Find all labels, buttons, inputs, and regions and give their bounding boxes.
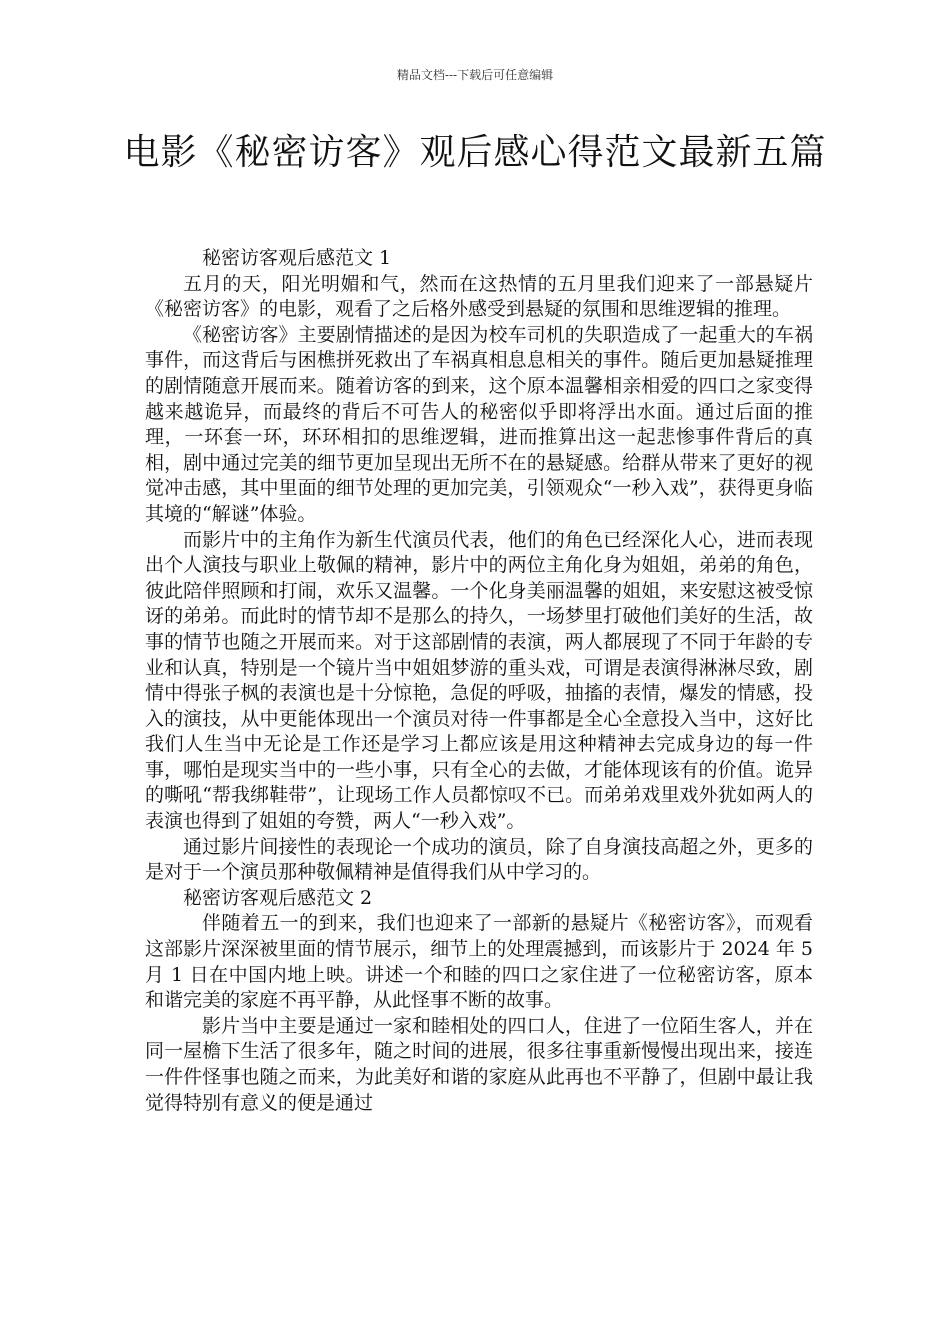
paragraph: 伴随着五一的到来，我们也迎来了一部新的悬疑片《秘密访客》，而观看这部影片深深被里面的情节展示，细节上的处理震撼到，而该影片于 2024 年 5 月 1 日在中国内地上映。讲述一个和睦的四口之家住进了一位秘密访客，原本和谐完美的家庭不再平静，从此怪事不断的故事。 xyxy=(145,912,813,1012)
paragraph: 五月的天，阳光明媚和气，然而在这热情的五月里我们迎来了一部悬疑片《秘密访客》的电影，观看了之后格外感受到悬疑的氛围和思维逻辑的推理。 xyxy=(145,272,813,321)
section-heading-1: 秘密访客观后感范文 1 xyxy=(202,247,392,269)
section-heading-2: 秘密访客观后感范文 2 xyxy=(183,886,373,909)
paragraph: 影片当中主要是通过一家和睦相处的四口人，住进了一位陌生客人，并在同一屋檐下生活了很多年，随之时间的进展，很多往事重新慢慢出现出来，接连一件件怪事也随之而来，为此美好和谐的家庭从此再也不平静了，但剧中最让我觉得特别有意义的便是通过 xyxy=(145,1014,813,1114)
document-body xyxy=(145,246,813,1116)
document-title: 电影《秘密访客》观后感心得范文最新五篇 xyxy=(123,132,827,173)
page-header: 精品文档---下载后可任意编辑 xyxy=(396,68,554,82)
paragraph: 而影片中的主角作为新生代演员代表，他们的角色已经深化人心，进而表现出个人演技与职业上敬佩的精神，影片中的两位主角化身为姐姐，弟弟的角色，彼此陪伴照顾和打闹，欢乐又温馨。一个化身美丽温馨的姐姐，来安慰这被受惊讶的弟弟。而此时的情节却不是那么的持久，一场梦里打破他们美好的生活，故事的情节也随之开展而来。对于这部剧情的表演，两人都展现了不同于年龄的专业和认真，特别是一个镜片当中姐姐梦游的重头戏，可谓是表演得淋淋尽致，剧情中得张子枫的表演也是十分惊艳，急促的呼吸，抽搐的表情，爆发的情感，投入的演技，从中更能体现出一个演员对待一件事都是全心全意投入当中，这好比我们人生当中无论是工作还是学习上都应该是用这种精神去完成身边的每一件事，哪怕是现实当中的一些小事，只有全心的去做，才能体现该有的价值。诡异的嘶吼“帮我绑鞋带”，让现场工作人员都惊叹不已。而弟弟戏里戏外犹如两人的表演也得到了姐姐的夸赞，两人“一秒入戏”。 xyxy=(145,528,813,833)
paragraph: 通过影片间接性的表现论一个成功的演员，除了自身演技高超之外，更多的是对于一个演员那种敬佩精神是值得我们从中学习的。 xyxy=(145,835,813,884)
paragraph: 《秘密访客》主要剧情描述的是因为校车司机的失职造成了一起重大的车祸事件，而这背后与困樵拼死救出了车祸真相息息相关的事件。随后更加悬疑推理的剧情随意开展而来。随着访客的到来，这个原本温馨相亲相爱的四口之家变得越来越诡异，而最终的背后不可告人的秘密似乎即将浮出水面。通过后面的推理，一环套一环，环环相扣的思维逻辑，进而推算出这一起悲惨事件背后的真相，剧中通过完美的细节更加呈现出无所不在的悬疑感。给群从带来了更好的视觉冲击感，其中里面的细节处理的更加完美，引领观众“一秒入戏”，获得更身临其境的“解谜”体验。 xyxy=(145,323,813,525)
